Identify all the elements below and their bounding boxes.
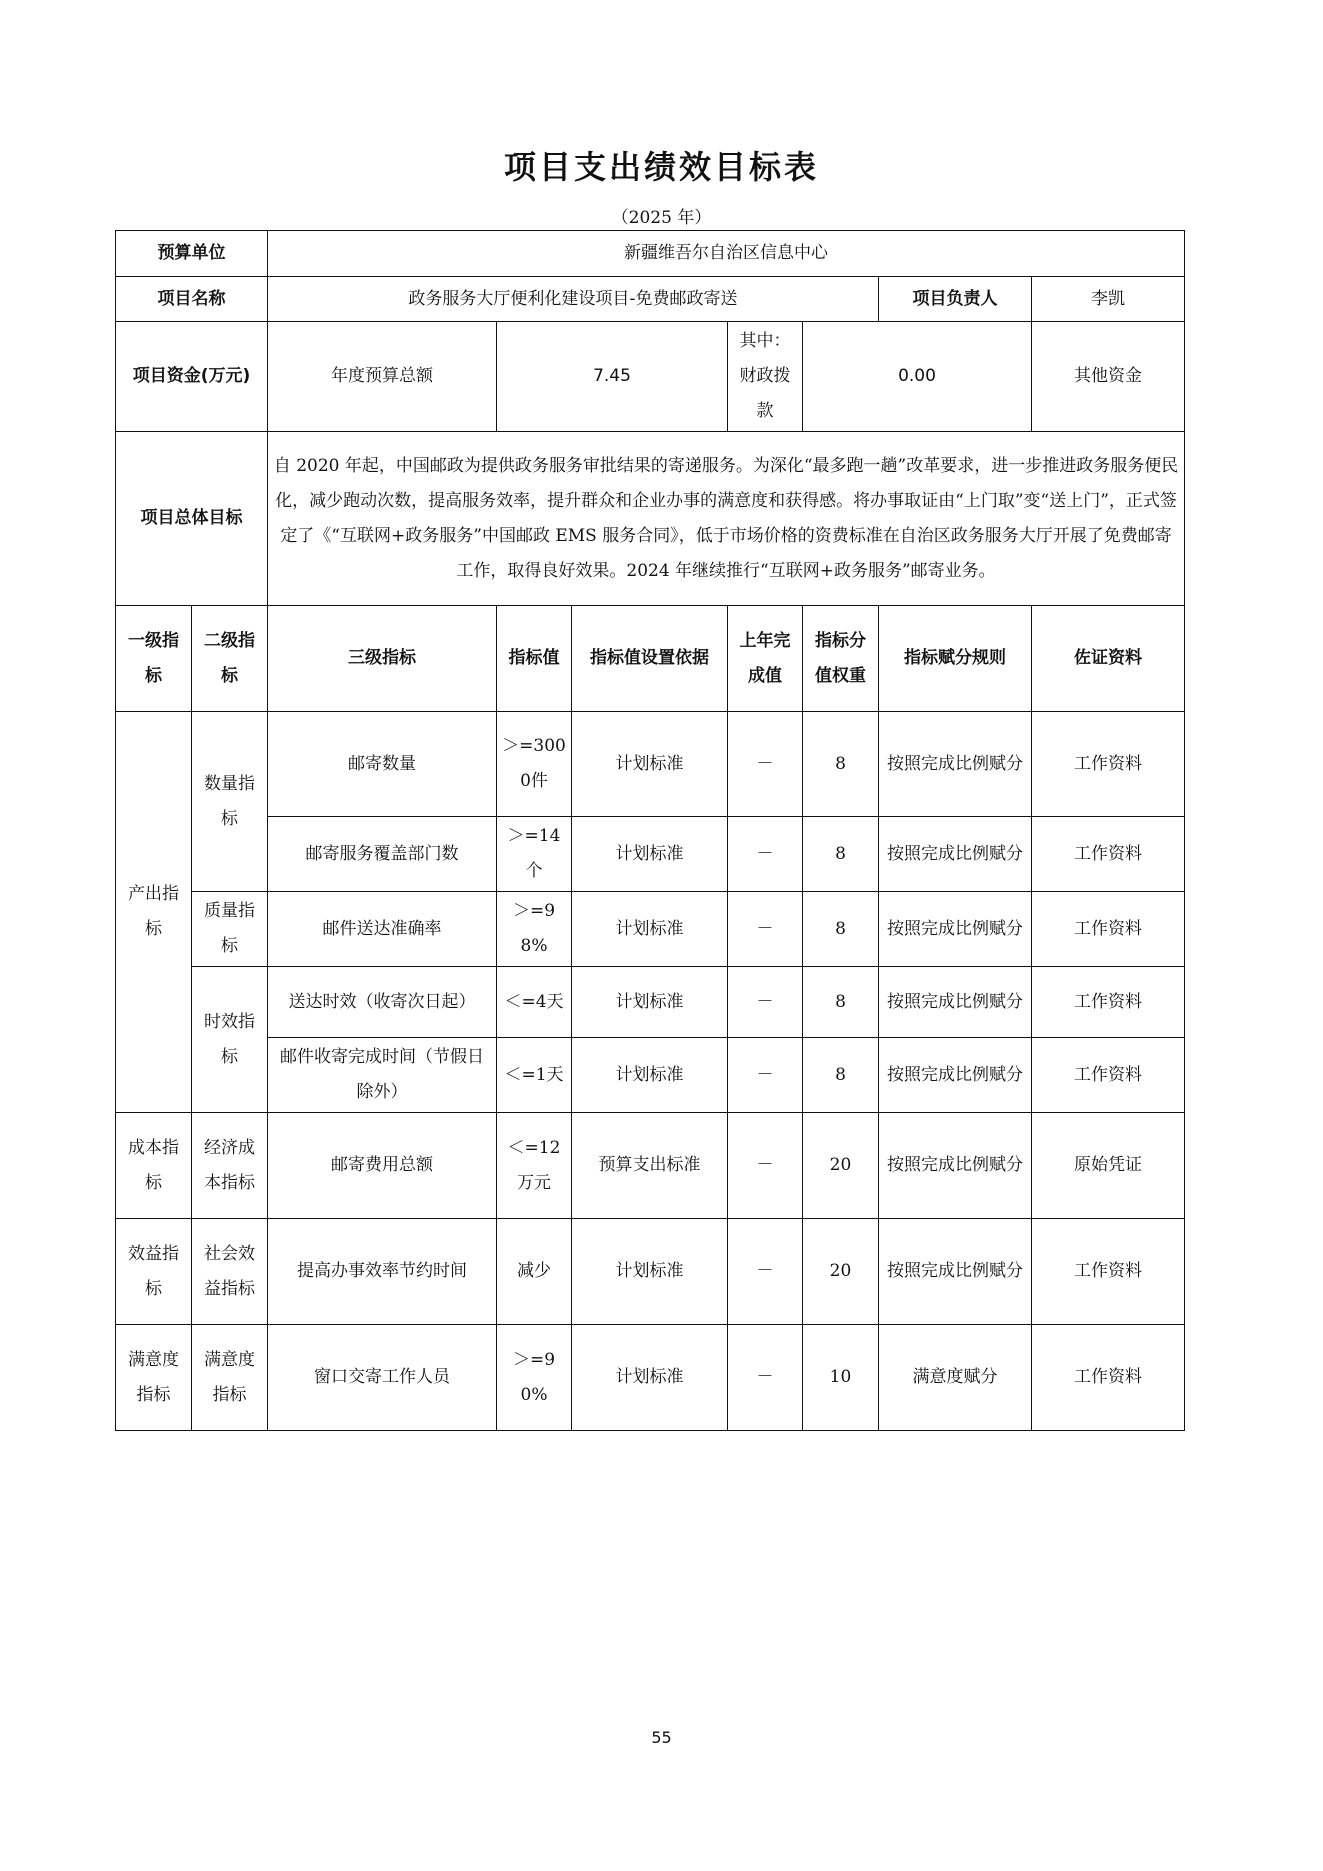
indicator-weight: 8 (803, 712, 879, 817)
indicator-weight: 10 (803, 1325, 879, 1431)
page-number: 55 (651, 1728, 672, 1747)
indicator-name: 邮寄服务覆盖部门数 (268, 817, 497, 892)
indicator-name: 窗口交寄工作人员 (268, 1325, 497, 1431)
col-level1-header: 一级指标 (116, 606, 192, 712)
col-last-year-header: 上年完成值 (728, 606, 803, 712)
indicator-value: ＞=90% (497, 1325, 572, 1431)
performance-target-table (115, 230, 1185, 1431)
indicator-evidence: 原始凭证 (1032, 1113, 1185, 1219)
indicator-weight: 8 (803, 817, 879, 892)
indicator-last-year: － (728, 967, 803, 1038)
subgroup-timeliness: 时效指标 (192, 967, 268, 1113)
indicator-value: ＜=4天 (497, 967, 572, 1038)
col-value-header: 指标值 (497, 606, 572, 712)
indicator-last-year: － (728, 1325, 803, 1431)
indicator-name: 邮件收寄完成时间（节假日除外） (268, 1038, 497, 1113)
table-row (116, 1325, 1185, 1431)
indicator-last-year: － (728, 1038, 803, 1113)
subgroup-quantity: 数量指标 (192, 712, 268, 892)
group-benefit: 效益指标 (116, 1219, 192, 1325)
overall-goal-label: 项目总体目标 (116, 432, 268, 606)
project-name-label: 项目名称 (116, 277, 268, 322)
indicator-value: ＞=3000件 (497, 712, 572, 817)
table-row (116, 712, 1185, 817)
group-output: 产出指标 (116, 712, 192, 1113)
indicator-basis: 计划标准 (572, 1038, 728, 1113)
table-row (116, 817, 1185, 892)
fiscal-allocation-label: 其中：财政拨款 (728, 322, 803, 432)
indicator-basis: 计划标准 (572, 1325, 728, 1431)
indicator-basis: 预算支出标准 (572, 1113, 728, 1219)
indicator-evidence: 工作资料 (1032, 1038, 1185, 1113)
col-weight-header: 指标分值权重 (803, 606, 879, 712)
table-row (116, 967, 1185, 1038)
indicator-rule: 按照完成比例赋分 (879, 892, 1032, 967)
table-row (116, 1219, 1185, 1325)
indicator-weight: 8 (803, 892, 879, 967)
column-header-row (116, 606, 1185, 712)
indicator-value: ＞=14个 (497, 817, 572, 892)
budget-unit-label: 预算单位 (116, 231, 268, 277)
group-satisfaction: 满意度指标 (116, 1325, 192, 1431)
indicator-rule: 按照完成比例赋分 (879, 1038, 1032, 1113)
report-year: （2025 年） (611, 208, 712, 228)
indicator-rule: 按照完成比例赋分 (879, 817, 1032, 892)
project-leader-label: 项目负责人 (879, 277, 1032, 322)
subgroup-social-benefit: 社会效益指标 (192, 1219, 268, 1325)
indicator-rule: 按照完成比例赋分 (879, 1113, 1032, 1219)
fiscal-allocation-value: 0.00 (803, 322, 1032, 432)
indicator-basis: 计划标准 (572, 967, 728, 1038)
table-row (116, 1113, 1185, 1219)
indicator-evidence: 工作资料 (1032, 817, 1185, 892)
group-cost: 成本指标 (116, 1113, 192, 1219)
col-level3-header: 三级指标 (268, 606, 497, 712)
project-name-value: 政务服务大厅便利化建设项目-免费邮政寄送 (268, 277, 879, 322)
indicator-value: ＜=12万元 (497, 1113, 572, 1219)
overall-goal-text: 自 2020 年起，中国邮政为提供政务服务审批结果的寄递服务。为深化“最多跑一趟”改革要求，进一步推进政务服务便民化，减少跑动次数，提高服务效率，提升群众和企业办事的满意度和获得感。将办事取证由“上门取”变“送上门”，正式签定了《“互联网+政务服务”中国邮政 EMS 服务合同》，低于市场价格的资费标准在自治区政务服务大厅开展了免费邮寄工作，取得良好效果。2024 年继续推行“互联网+政务服务”邮寄业务。 (268, 432, 1185, 606)
col-level2-header: 二级指标 (192, 606, 268, 712)
overall-goal-row (116, 432, 1185, 606)
indicator-name: 邮寄数量 (268, 712, 497, 817)
indicator-last-year: － (728, 892, 803, 967)
indicator-evidence: 工作资料 (1032, 1219, 1185, 1325)
indicator-weight: 8 (803, 1038, 879, 1113)
indicator-evidence: 工作资料 (1032, 712, 1185, 817)
indicator-rule: 按照完成比例赋分 (879, 1219, 1032, 1325)
indicator-basis: 计划标准 (572, 892, 728, 967)
table-row (116, 1038, 1185, 1113)
indicator-last-year: － (728, 1219, 803, 1325)
indicator-value: ＞=98% (497, 892, 572, 967)
indicator-basis: 计划标准 (572, 1219, 728, 1325)
col-evidence-header: 佐证资料 (1032, 606, 1185, 712)
indicator-name: 提高办事效率节约时间 (268, 1219, 497, 1325)
indicator-value: 减少 (497, 1219, 572, 1325)
indicator-last-year: － (728, 817, 803, 892)
annual-budget-label: 年度预算总额 (268, 322, 497, 432)
col-basis-header: 指标值设置依据 (572, 606, 728, 712)
project-leader-value: 李凯 (1032, 277, 1185, 322)
indicator-value: ＜=1天 (497, 1038, 572, 1113)
indicator-name: 邮件送达准确率 (268, 892, 497, 967)
indicator-last-year: － (728, 712, 803, 817)
other-funds-label: 其他资金 (1032, 322, 1185, 432)
indicator-basis: 计划标准 (572, 817, 728, 892)
indicator-rule: 按照完成比例赋分 (879, 712, 1032, 817)
subgroup-satisfaction: 满意度指标 (192, 1325, 268, 1431)
indicator-rule: 满意度赋分 (879, 1325, 1032, 1431)
indicator-weight: 20 (803, 1219, 879, 1325)
indicator-last-year: － (728, 1113, 803, 1219)
page-title: 项目支出绩效目标表 (503, 148, 819, 186)
indicator-evidence: 工作资料 (1032, 1325, 1185, 1431)
table-row (116, 892, 1185, 967)
budget-unit-value: 新疆维吾尔自治区信息中心 (268, 231, 1185, 277)
indicator-weight: 20 (803, 1113, 879, 1219)
indicator-evidence: 工作资料 (1032, 967, 1185, 1038)
project-funds-row (116, 322, 1185, 432)
subgroup-economic-cost: 经济成本指标 (192, 1113, 268, 1219)
indicator-evidence: 工作资料 (1032, 892, 1185, 967)
project-funds-label: 项目资金(万元) (116, 322, 268, 432)
subgroup-quality: 质量指标 (192, 892, 268, 967)
project-name-row (116, 277, 1185, 322)
indicator-name: 邮寄费用总额 (268, 1113, 497, 1219)
annual-budget-value: 7.45 (497, 322, 728, 432)
col-rule-header: 指标赋分规则 (879, 606, 1032, 712)
indicator-basis: 计划标准 (572, 712, 728, 817)
indicator-weight: 8 (803, 967, 879, 1038)
budget-unit-row (116, 231, 1185, 277)
indicator-rule: 按照完成比例赋分 (879, 967, 1032, 1038)
indicator-name: 送达时效（收寄次日起） (268, 967, 497, 1038)
